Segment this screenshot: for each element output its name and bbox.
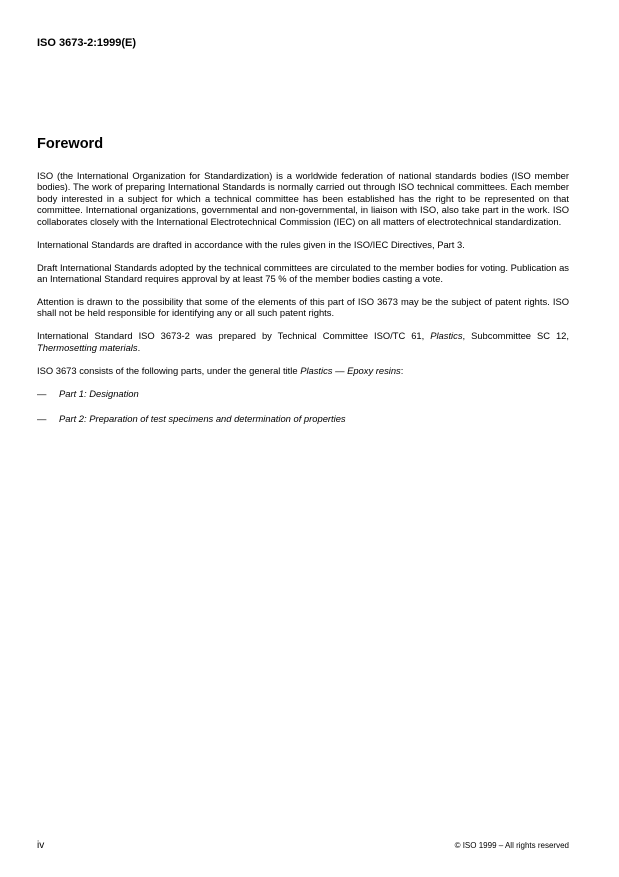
list-item bbox=[37, 413, 569, 424]
paragraph-patent-rights: Attention is drawn to the possibility that some of the elements of this part of ISO 3673 may be the subject of patent rights. ISO shall not be held responsible for identifying any or all such patent rights. bbox=[37, 296, 569, 319]
committee-italic-1: Plastics bbox=[430, 330, 463, 342]
list-item-text: Part 2: Preparation of test specimens and determination of properties bbox=[59, 412, 346, 424]
committee-text-1: International Standard ISO 3673-2 was prepared by Technical Committee ISO/TC 61, bbox=[37, 330, 431, 342]
list-dash: — bbox=[37, 412, 47, 424]
paragraph-parts-intro bbox=[37, 365, 569, 376]
list-item-text: Part 1: Designation bbox=[59, 387, 139, 399]
paragraph-committee bbox=[37, 330, 569, 353]
copyright-notice: © ISO 1999 – All rights reserved bbox=[454, 841, 569, 850]
parts-text-1: ISO 3673 consists of the following parts, under the general title bbox=[37, 364, 301, 376]
list-item bbox=[37, 388, 569, 399]
page-title: Foreword bbox=[37, 136, 104, 152]
committee-text-3: . bbox=[137, 341, 141, 353]
foreword-body bbox=[37, 170, 569, 438]
list-dash: — bbox=[37, 387, 47, 399]
paragraph-voting: Draft International Standards adopted by the technical committees are circulated to the member bodies for voting. Publication as an International Standard requires approval by at least 75 % of the member bodies casting a vote. bbox=[37, 261, 569, 285]
paragraph-drafting-rules: International Standards are drafted in accordance with the rules given in the ISO/IEC Directives, Part 3. bbox=[37, 238, 465, 250]
committee-italic-2: Thermosetting materials bbox=[37, 341, 138, 353]
parts-text-2: : bbox=[400, 364, 404, 376]
parts-italic: Plastics — Epoxy resins bbox=[300, 364, 401, 376]
page-number: iv bbox=[37, 840, 45, 851]
committee-text-2: , Subcommittee SC 12, bbox=[462, 330, 569, 342]
paragraph-iso-intro: ISO (the International Organization for Standardization) is a worldwide federation of national standards bodies (ISO member bodies). The work of preparing International Standards is normally carried out through ISO technical committees. Each member body interested in a subject for which a technical committee has been established has the right to be represented on that committee. International organizations, governmental and non-governmental, in liaison with ISO, also take part in the work. ISO collaborates closely with the International Electrotechnical Commission (IEC) on all matters of electrotechnical standardization. bbox=[37, 170, 569, 227]
document-id: ISO 3673-2:1999(E) bbox=[37, 37, 137, 49]
